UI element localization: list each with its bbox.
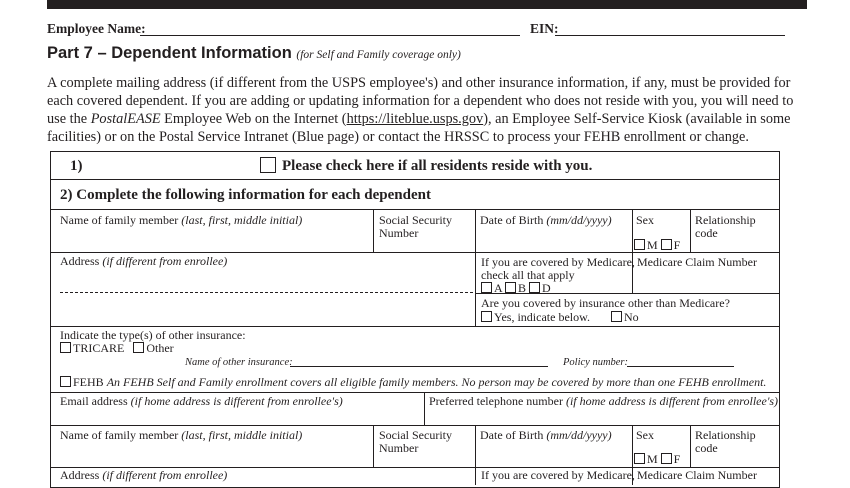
intro-text-1: A complete mailing address (if different from the USPS employee's) and other insurance information, if any, must be provided for each covered dependent. If you are adding or updating information for a dependent who does not reside with you, you will need to use the [47,75,794,127]
divider [50,326,780,327]
sex-f-checkbox-2[interactable] [661,453,672,464]
name-field-2[interactable] [60,429,302,442]
other-ins-yes-label: Yes, indicate below. [494,310,590,324]
divider [50,425,780,426]
sex-m-label: M [647,238,658,252]
phone-hint: (if home address is different from enrollee's) [565,394,779,408]
intro-text-2: Employee Web on the Internet ( [160,111,347,127]
col-divider [373,209,374,252]
col-divider [424,392,425,425]
divider [50,209,780,210]
other-ins-no-label: No [624,310,639,324]
col-divider [475,209,476,326]
rel-label-2-2: code [695,441,718,455]
col-divider [475,425,476,485]
divider [50,179,780,180]
name-other-ins-text: Name of other insurance: [185,357,293,368]
sex-label-2: Sex [636,428,654,442]
divider [50,392,780,393]
dob-field[interactable] [480,214,612,227]
col-divider [690,425,691,467]
tricare-checkbox[interactable] [60,342,71,353]
tricare-label: TRICARE [73,341,125,355]
rel-label-2: code [695,226,718,240]
divider [50,252,780,253]
fehb-note: An FEHB Self and Family enrollment covers all eligible family members. No person may be covered by more than one FEHB enrollment. [106,375,767,389]
fehb-label: FEHB [73,375,104,389]
address-label-2: Address [60,468,100,482]
address-label: Address [60,254,100,268]
medicare-d-checkbox[interactable] [529,282,540,293]
employee-name-label: Employee Name: [47,21,146,36]
other-ins-no-checkbox[interactable] [611,311,622,322]
other-insurance-question: Are you covered by insurance other than Medicare? [481,296,730,310]
all-reside-checkbox[interactable] [260,157,276,176]
medicare-q-2: check all that apply [481,268,575,282]
medicare-claim-field[interactable]: Medicare Claim Number [637,255,757,269]
row1-number: 1) [70,158,83,174]
policy-number-label [563,356,628,369]
medicare-claim-field-2[interactable]: Medicare Claim Number [637,468,757,482]
sex-m-checkbox[interactable] [634,239,645,250]
rel-label-1-2: Relationship [695,428,756,442]
employee-name-field[interactable] [140,35,520,36]
sex-label: Sex [636,213,654,227]
ssn-field[interactable] [379,214,452,240]
email-label: Email address [60,394,128,408]
other-insurance-options [481,311,639,324]
dob-hint-2: (mm/dd/yyyy) [546,428,612,442]
ein-field[interactable] [555,35,785,36]
all-reside-label: Please check here if all residents reside with you. [282,158,593,174]
phone-label: Preferred telephone number [429,394,563,408]
insurance-type-options [60,342,174,355]
address-dashed-line [60,292,473,293]
policy-number-field[interactable] [627,366,734,367]
name-label: Name of family member [60,213,179,227]
insurance-type-label: Indicate the type(s) of other insurance: [60,328,246,342]
other-checkbox[interactable] [133,342,144,353]
address-hint: (if different from enrollee) [102,254,228,268]
sex-m-label-2: M [647,452,658,466]
part-title [47,44,461,63]
relationship-field[interactable] [695,214,756,240]
fehb-checkbox[interactable] [60,376,71,387]
sex-m-checkbox-2[interactable] [634,453,645,464]
ssn-field-2[interactable] [379,429,452,455]
medicare-question-2: If you are covered by Medicare, [481,468,635,482]
dob-label-2: Date of Birth [480,428,544,442]
fehb-row [60,376,766,389]
ssn-label-1-2: Social Security [379,428,452,442]
phone-field[interactable] [429,395,778,408]
sex-options [634,239,680,252]
name-label-2: Name of family member [60,428,179,442]
part-title-text: Part 7 – Dependent Information [47,44,292,62]
email-hint: (if home address is different from enrollee's) [130,394,343,408]
ssn-label-2-2: Number [379,441,419,455]
name-hint: (last, first, middle initial) [181,213,303,227]
dob-hint: (mm/dd/yyyy) [546,213,612,227]
ein-label: EIN: [530,21,559,36]
other-ins-yes-checkbox[interactable] [481,311,492,322]
header-bar [47,0,807,9]
name-hint-2: (last, first, middle initial) [181,428,303,442]
policy-number-text: Policy number: [563,357,629,368]
relationship-field-2[interactable] [695,429,756,455]
rel-label-1: Relationship [695,213,756,227]
medicare-question [481,256,635,295]
medicare-d-label: D [542,281,551,295]
medicare-b-checkbox[interactable] [505,282,516,293]
part-subtitle: (for Self and Family coverage only) [296,49,461,61]
sex-f-label: F [673,238,681,252]
dob-field-2[interactable] [480,429,612,442]
ssn-label-2: Number [379,226,419,240]
liteblue-link[interactable]: https://liteblue.usps.gov [346,111,484,127]
col-divider [373,425,374,467]
dob-label: Date of Birth [480,213,544,227]
postal-ease-name: PostalEASE [90,111,161,127]
col-divider [690,209,691,252]
name-field[interactable] [60,214,302,227]
medicare-a-label: A [494,281,503,295]
sex-f-checkbox[interactable] [661,239,672,250]
name-other-insurance-field[interactable] [290,366,548,367]
address-field[interactable] [60,255,227,268]
email-field[interactable] [60,395,343,408]
other-label: Other [146,341,174,355]
intro-paragraph [47,74,812,146]
row2-heading: 2) Complete the following information for each dependent [60,187,431,203]
medicare-b-label: B [518,281,527,295]
address-field-2[interactable] [60,469,227,482]
divider [475,293,780,294]
name-other-insurance-label [185,356,293,369]
address-hint-2: (if different from enrollee) [102,468,228,482]
medicare-a-checkbox[interactable] [481,282,492,293]
intro-text-3: ), an Employee Self-Service Kiosk (available in some facilities) or on the Postal Service Intranet (Blue page) or contact the HRSSC to process your FEHB enrollment or change. [47,111,791,145]
medicare-q-1: If you are covered by Medicare, [481,255,635,269]
sex-f-label-2: F [673,452,681,466]
sex-options-2 [634,453,680,466]
ssn-label-1: Social Security [379,213,452,227]
